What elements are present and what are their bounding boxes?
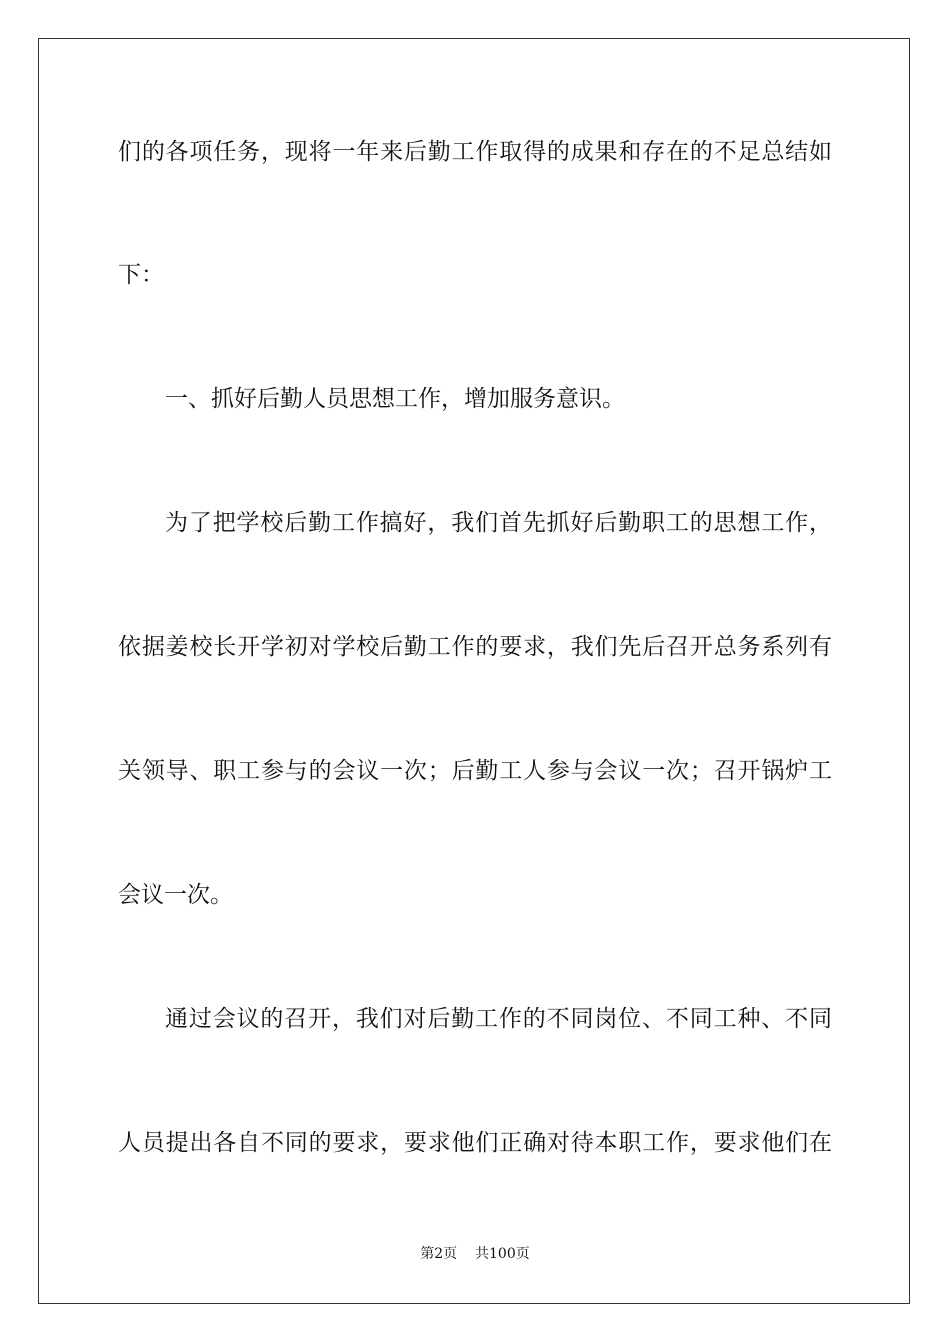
body-line-5: 依据姜校长开学初对学校后勤工作的要求，我们先后召开总务系列有: [118, 634, 832, 660]
body-line-8: 通过会议的召开，我们对后勤工作的不同岗位、不同工种、不同: [165, 1006, 832, 1032]
body-line-4: 为了把学校后勤工作搞好，我们首先抓好后勤职工的思想工作，: [165, 510, 832, 536]
page-frame: [38, 38, 910, 1304]
body-line-9: 人员提出各自不同的要求，要求他们正确对待本职工作，要求他们在: [118, 1130, 832, 1156]
page-footer: [0, 1245, 950, 1263]
section-heading-1: 一、抓好后勤人员思想工作，增加服务意识。: [165, 386, 625, 412]
body-line-1: 们的各项任务，现将一年来后勤工作取得的成果和存在的不足总结如: [118, 139, 832, 165]
page-number: 第2页: [420, 1246, 458, 1262]
page-total: 共100页: [475, 1246, 530, 1262]
body-line-2: 下：: [118, 262, 164, 288]
body-line-6: 关领导、职工参与的会议一次；后勤工人参与会议一次；召开锅炉工: [118, 758, 832, 784]
body-line-7: 会议一次。: [118, 882, 233, 908]
